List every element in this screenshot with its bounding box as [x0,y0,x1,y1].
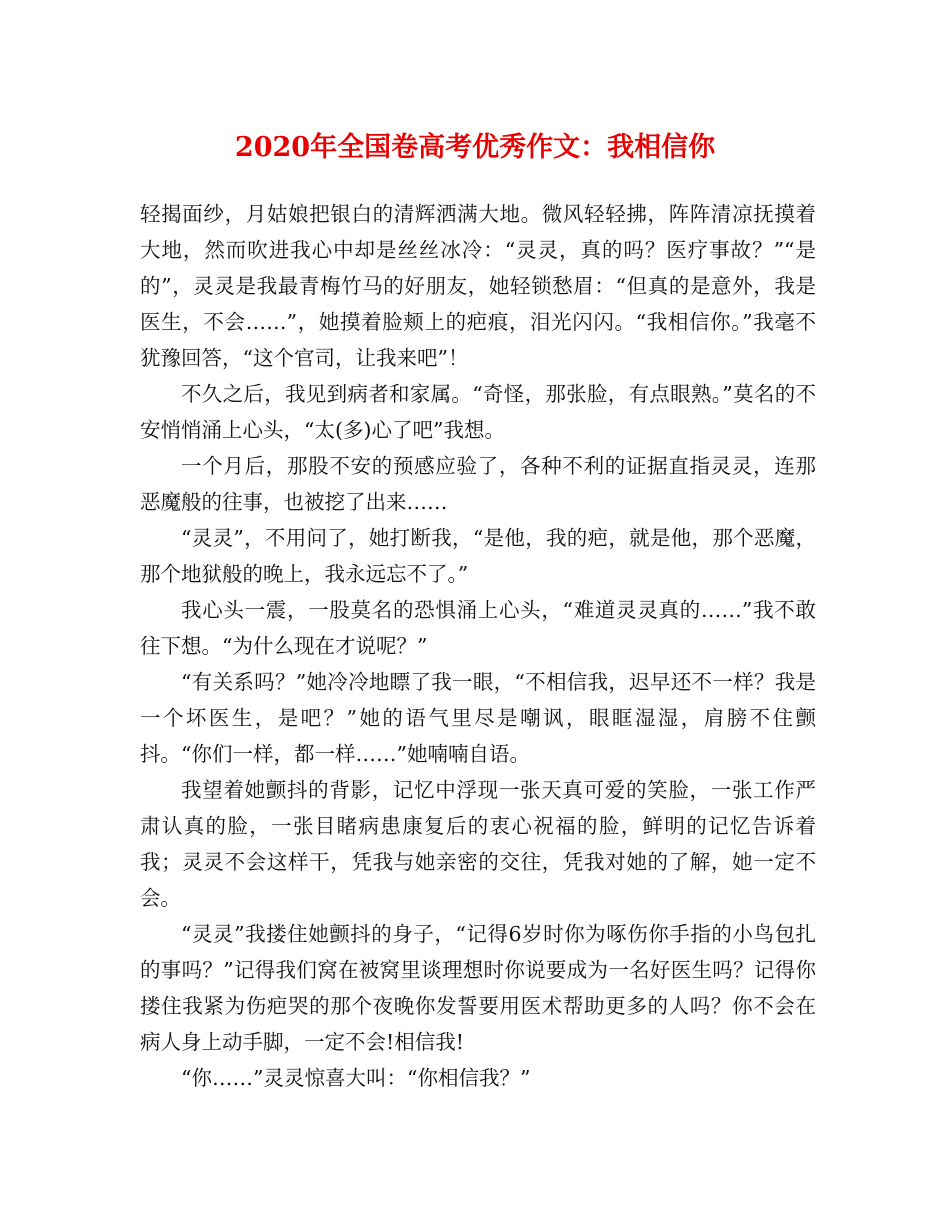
paragraph-4: “灵灵”，不用问了，她打断我，“是他，我的疤，就是他，那个恶魔，那个地狱般的晚上，我永远忘不了。” [140,526,816,586]
document-title: 2020年全国卷高考优秀作文：我相信你 [234,132,716,163]
paragraph-1: 轻揭面纱，月姑娘把银白的清辉洒满大地。微风轻轻拂，阵阵清凉抚摸着大地，然而吹进我心中却是丝丝冰冷：“灵灵，真的吗？医疗事故？”“是的”，灵灵是我最青梅竹马的好朋友，她轻锁愁眉：“但真的是意外，我是医生，不会……”，她摸着脸颊上的疤痕，泪光闪闪。“我相信你。”我毫不犹豫回答，“这个官司，让我来吧”！ [140,202,816,370]
paragraph-8: “灵灵”我搂住她颤抖的身子，“记得6岁时你为啄伤你手指的小鸟包扎的事吗？”记得我们窝在被窝里谈理想时你说要成为一名好医生吗？记得你搂住我紧为伤疤哭的那个夜晚你发誓要用医术帮助更多的人吗？你不会在病人身上动手脚，一定不会!相信我! [140,922,816,1054]
paragraph-2: 不久之后，我见到病者和家属。“奇怪，那张脸，有点眼熟。”莫名的不安悄悄涌上心头，“太(多)心了吧”我想。 [140,382,816,442]
paragraph-5: 我心头一震，一股莫名的恐惧涌上心头，“难道灵灵真的……”我不敢往下想。“为什么现在才说呢？” [140,598,816,658]
paragraph-9: “你……”灵灵惊喜大叫：“你相信我？” [181,1066,531,1090]
paragraph-7: 我望着她颤抖的背影，记忆中浮现一张天真可爱的笑脸，一张工作严肃认真的脸，一张目睹病患康复后的衷心祝福的脸，鲜明的记忆告诉着我；灵灵不会这样干，凭我与她亲密的交往，凭我对她的了解，她一定不会。 [140,778,816,910]
paragraph-6: “有关系吗？”她冷冷地瞟了我一眼，“不相信我，迟早还不一样？我是一个坏医生，是吧？”她的语气里尽是嘲讽，眼眶湿湿，肩膀不住颤抖。“你们一样，都一样……”她喃喃自语。 [140,670,816,766]
document-body [140,196,816,1096]
paragraph-3: 一个月后，那股不安的预感应验了，各种不利的证据直指灵灵，连那恶魔般的往事，也被挖了出来…… [140,454,816,514]
